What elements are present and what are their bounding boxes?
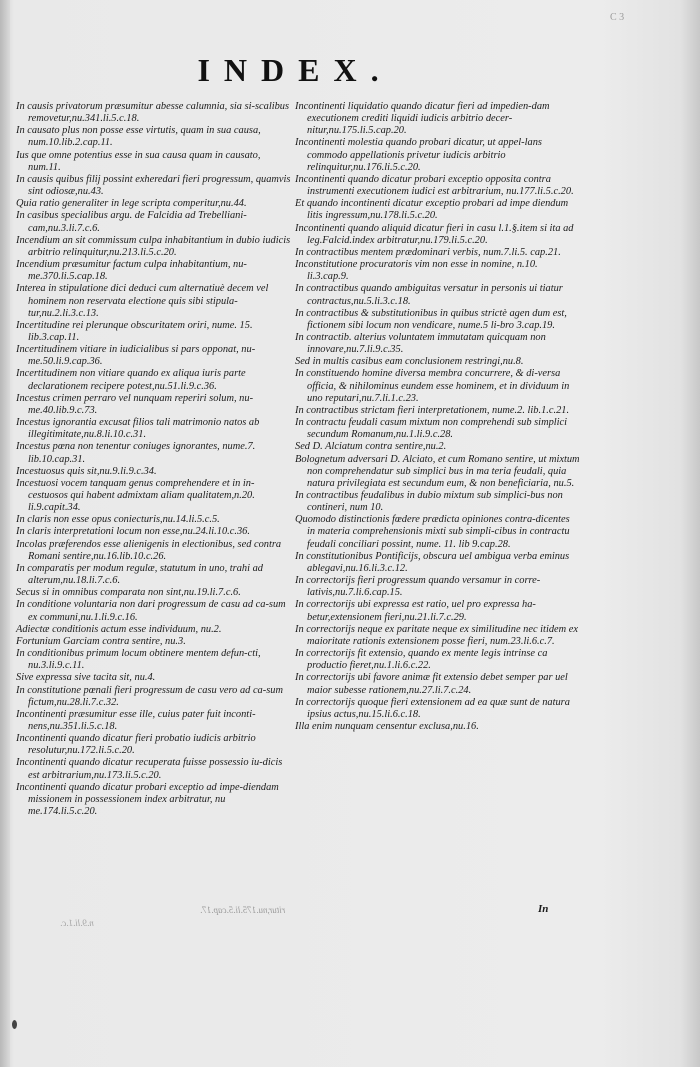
index-entry: Incertitudinem non vitiare quando ex aliqua iuris parte declarationem recipere potest,nu.51.li.9.c.36.	[16, 368, 246, 392]
index-entry: Interea in stipulatione dici deduci cum alternatiuè decem vel hominem non reservata electione quis sibi stipula-tur,nu.2.li.3.c.13.	[16, 283, 269, 319]
index-entry: Incontinenti quando dicatur probari exceptio opposita contra instrumenti executionem iudici est arbitrarium, nu.177.li.5.c.20.	[295, 173, 574, 198]
index-entry: In contractibus & substitutionibus in quibus strictè agen dum est, fictionem sibi locum non vendicare, nume.5 li-bro 3.cap.19.	[295, 307, 567, 331]
index-entry: Et quando incontinenti dicatur exceptio probari ad impe diendum litis ingressum,nu.178.li.5.c.20.	[295, 198, 569, 222]
index-entry: In causis privatorum præsumitur abesse calumnia, sia si-scalibus removetur,nu.341.li.5.c.18.	[16, 101, 290, 125]
index-entry: In correctorijs ubi expressa est ratio, uel pro expressa ha-betur,extensionem fieri,nu.21.li.7.c.29.	[295, 599, 536, 623]
page-title: INDEX.	[197, 52, 393, 88]
index-entry: Fortunium Garciam contra sentire, nu.3.	[16, 635, 186, 647]
index-entry: Incestus crimen perraro vel nunquam reperiri solum, nu-me.40.lib.9.c.73.	[16, 392, 254, 416]
index-entry: In contractib. alterius voluntatem immutatam quicquam non innovare,nu.7.li.9.c.35.	[295, 331, 546, 356]
index-entry: In correctorijs fieri progressum quando versamur in corre-lativis,nu.7.li.6.cap.15.	[295, 575, 541, 599]
index-entry: Incontinenti molestia quando probari dicatur, ut appel-lans commodo appellationis privetur iudicis arbitrio relinquitur,nu.176.li.5.c.20.	[295, 137, 542, 173]
index-entry: Incontinenti præsumitur esse ille, cuius pater fuit inconti-nens,nu.351.li.5.c.18.	[16, 708, 256, 732]
index-entry: Bolognetum adversari D. Alciato, et cum Romano sentire, ut mixtum non comprehendatur sub simplici bus in ma teria feudali, quia natura privilegiata est secundum eum, & non beneficiaria, nu.5.	[295, 453, 580, 489]
index-entry: Incendium præsumitur factum culpa inhabitantium, nu-me.370.li.5.cap.18.	[16, 259, 247, 283]
index-entry: In causis quibus filij possint exheredari fieri progressum, quamvis sint odiosæ,nu.43.	[16, 173, 291, 198]
index-entry: In comparatis per modum regulæ, statutum in uno, trahi ad alterum,nu.18.li.7.c.6.	[16, 562, 263, 587]
bleed-through-text: n.9.li.1.c.	[60, 918, 94, 928]
index-entry: Quia ratio generaliter in lege scripta comperitur,nu.44.	[16, 198, 247, 210]
index-entry: Incestus pœna non tenentur coniuges ignorantes, nume.7. lib.10.cap.31.	[16, 441, 256, 465]
index-entry: Illa enim nunquam censentur exclusa,nu.16.	[295, 720, 479, 732]
index-entry: In correctorijs quoque fieri extensionem ad ea quæ sunt de natura ipsius actus,nu.15.li.6.c.18.	[295, 696, 570, 720]
index-column-right	[295, 101, 580, 733]
index-entry: In contractibus mentem prædominari verbis, num.7.li.5. cap.21.	[295, 246, 561, 258]
index-entry: Sed D. Alciatum contra sentire,nu.2.	[295, 441, 447, 453]
index-entry: In contractibus feudalibus in dubio mixtum sub simplici-bus non contineri, num 10.	[295, 490, 563, 514]
index-entry: In constituendo homine diversa membra concurrere, & di-versa officia, & nihilominus eundem esse hominem, et in dividuum in uno reputari,nu.7.li.1.c.23.	[295, 368, 570, 404]
index-entry: Incendium an sit commissum culpa inhabitantium in dubio iudicis arbitrio relinquitur,nu.213.li.5.c.20.	[16, 234, 291, 258]
index-entry: In contractibus strictam fieri interpretationem, nume.2. lib.1.c.21.	[295, 404, 570, 416]
index-entry: In correctorijs ubi favore animæ fit extensio debet semper par uel maior subesse rationem,nu.27.li.7.c.24.	[295, 672, 568, 696]
index-entry: Incestus ignorantia excusat filios tali matrimonio natos ab illegitimitate,nu.8.li.10.c.31.	[16, 417, 260, 441]
bleed-through-text: ritur,nu.175.li.5.cap.17.	[200, 905, 286, 915]
index-entry: Adiectæ conditionis actum esse individuum, nu.2.	[16, 623, 222, 635]
index-entry: Inconstitutione procuratoris vim non esse in nomine, n.10. li.3.cap.9.	[295, 259, 538, 283]
index-entry: Incontinenti quando aliquid dicatur fieri in casu l.1.§.item si ita ad leg.Falcid.index arbitratur,nu.179.li.5.c.20.	[295, 222, 574, 246]
index-entry: Incontinenti quando dicatur probari exceptio ad impe-diendam missionem in possessionem index arbitratur, nu me.174.li.5.c.20.	[16, 781, 279, 818]
index-entry: Incestuosi vocem tanquam genus comprehendere et in in-cestuosos qui habent admixtam aliam qualitatem,n.20. li.9.capit.34.	[16, 477, 255, 514]
index-entry: In claris non esse opus coniecturis,nu.14.li.5.c.5.	[16, 514, 220, 526]
page-binding-edge	[0, 0, 10, 1067]
index-entry: Incontinenti liquidatio quando dicatur fieri ad impedien-dam executionem crediti liquidi iudicis arbitrio decer-nitur,nu.175.li.5.cap.20.	[295, 101, 550, 137]
index-entry: In conditione voluntaria non dari progressum de casu ad ca-sum ex communi,nu.1.li.9.c.16.	[16, 599, 286, 623]
catchword: In	[538, 903, 549, 915]
index-entry: In causato plus non posse esse virtutis, quam in sua causa, num.10.lib.2.cap.11.	[16, 125, 261, 149]
index-entry: In correctorijs fit extensio, quando ex mente legis intrinse ca productio fieret,nu.1.li.6.c.22.	[295, 648, 548, 672]
index-entry: In contractibus quando ambiguitas versatur in personis ui tiatur contractus,nu.5.li.3.c.18.	[295, 283, 563, 307]
ink-spot	[12, 1020, 17, 1029]
index-entry: Incertitudine rei plerunque obscuritatem oriri, nume. 15. lib.3.cap.11.	[16, 319, 253, 343]
index-entry: In correctorijs neque ex paritate neque ex similitudine nec itidem ex maioritate rationis extensionem posse fieri, num.23.li.6.c.7.	[295, 623, 578, 647]
index-entry: Secus si in omnibus comparata non sint,nu.19.li.7.c.6.	[16, 587, 241, 599]
index-entry: Quomodo distinctionis fœdere prædicta opiniones contra-dicentes in materia comprehensionis mixti sub simpli-cibus in contractu feudali conciliari possint, nume. 11. lib 9.cap.28.	[295, 514, 570, 550]
index-entry: Incontinenti quando dicatur fieri probatio iudicis arbitrio resolutur,nu.172.li.5.c.20.	[16, 733, 256, 757]
index-entry: Incontinenti quando dicatur recuperata fuisse possessio iu-dicis est arbitrarium,nu.173.li.5.c.20.	[16, 757, 283, 781]
index-column-left	[16, 101, 292, 818]
index-entry: In constitutionibus Pontificijs, obscura uel ambigua verba eminus ablegavi,nu.16.li.3.c.12.	[295, 550, 570, 574]
index-entry: Sive expressa sive tacita sit, nu.4.	[16, 672, 156, 684]
index-entry: Sed in multis casibus eam conclusionem restringi,nu.8.	[295, 356, 524, 368]
index-entry: Incertitudinem vitiare in iudicialibus si pars opponat, nu-me.50.li.9.cap.36.	[16, 344, 256, 368]
index-entry: Incolas præferendos esse alienigenis in electionibus, sed contra Romani sentire,nu.16.lib.10.c.26.	[16, 538, 282, 562]
corner-mark: C 3	[610, 12, 625, 23]
index-entry: Ius que omne potentius esse in sua causa quam in causato, num.11.	[16, 149, 261, 173]
index-entry: Incestuosus quis sit,nu.9.li.9.c.34.	[16, 465, 157, 477]
index-entry: In constitutione pœnali fieri progressum de casu vero ad ca-sum fictum,nu.28.li.7.c.32.	[16, 684, 283, 708]
index-entry: In contractu feudali casum mixtum non comprehendi sub simplici secundum Romanum,nu.1.li.9.c.28.	[295, 417, 568, 441]
index-entry: In casibus specialibus argu. de Falcidia ad Trebelliani-cam,nu.3.li.7.c.6.	[16, 210, 247, 234]
index-entry: In claris interpretationi locum non esse,nu.24.li.10.c.36.	[16, 526, 250, 538]
index-entry: In conditionibus primum locum obtinere mentem defun-cti, nu.3.li.9.c.11.	[16, 648, 261, 672]
